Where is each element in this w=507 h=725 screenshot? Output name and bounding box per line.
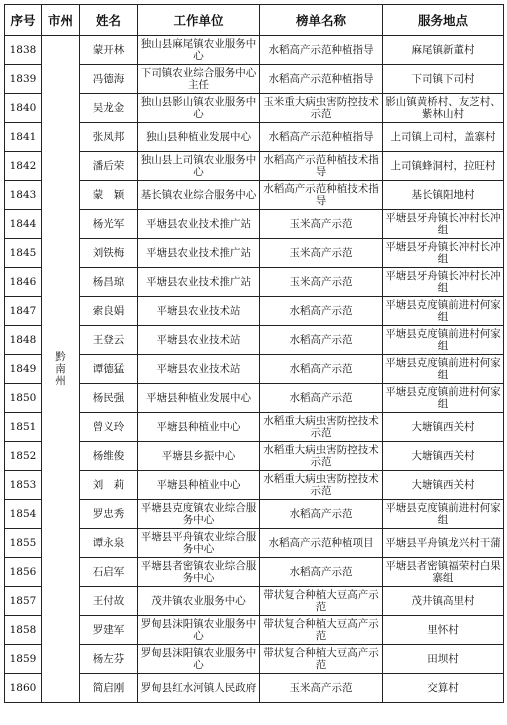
- header-service-location: 服务地点: [383, 5, 504, 36]
- table-header: [5, 5, 504, 36]
- table-row: [5, 442, 504, 471]
- cell-unit: 罗甸县沫阳镇农业服务中心: [138, 616, 260, 645]
- cell-place: 大塘镇西关村: [383, 471, 504, 500]
- cell-no: 1847: [5, 297, 42, 326]
- table-row: [5, 94, 504, 123]
- city-char: 州: [55, 375, 66, 387]
- cell-place: 大塘镇西关村: [383, 413, 504, 442]
- table-row: [5, 239, 504, 268]
- cell-place: 平塘县克度镇前进村何家组: [383, 297, 504, 326]
- cell-place: 大塘镇西关村: [383, 442, 504, 471]
- cell-list: 带状复合种植大豆高产示范: [260, 616, 383, 645]
- table-row: [5, 384, 504, 413]
- cell-unit: 平塘县农业技术推广站: [138, 239, 260, 268]
- table-row: [5, 558, 504, 587]
- table-row: [5, 326, 504, 355]
- cell-unit: 平塘县种植业中心: [138, 471, 260, 500]
- cell-list: 带状复合种植大豆高产示范: [260, 587, 383, 616]
- cell-no: 1842: [5, 152, 42, 181]
- cell-place: 上司镇上司村，盖寨村: [383, 123, 504, 152]
- cell-name: 石启军: [80, 558, 138, 587]
- cell-list: 水稻高产示范种植技术指导: [260, 152, 383, 181]
- cell-name: 蒙开林: [80, 36, 138, 65]
- table-row: [5, 616, 504, 645]
- cell-list: 水稻高产示范种植项目: [260, 529, 383, 558]
- cell-list: 水稻高产示范种植指导: [260, 36, 383, 65]
- cell-name: 谭永泉: [80, 529, 138, 558]
- cell-name: 索良娟: [80, 297, 138, 326]
- cell-list: 水稻高产示范: [260, 384, 383, 413]
- cell-place: 平塘县牙舟镇长冲村长冲组: [383, 239, 504, 268]
- cell-place: 影山镇黄桥村、友芝村、紫林山村: [383, 94, 504, 123]
- cell-list: 水稻高产示范: [260, 297, 383, 326]
- cell-unit: 平塘县乡振中心: [138, 442, 260, 471]
- cell-name: 简启刚: [80, 674, 138, 703]
- cell-no: 1857: [5, 587, 42, 616]
- cell-place: 平塘县平舟镇龙兴村干蒲: [383, 529, 504, 558]
- cell-place: 茂井镇高里村: [383, 587, 504, 616]
- cell-place: 基长镇阳地村: [383, 181, 504, 210]
- cell-place: 平塘县克度镇前进村何家组: [383, 326, 504, 355]
- city-char: 南: [55, 363, 66, 375]
- cell-unit: 茂井镇农业服务中心: [138, 587, 260, 616]
- table-row: [5, 152, 504, 181]
- cell-unit: 独山县种植业发展中心: [138, 123, 260, 152]
- cell-name: 刘铁梅: [80, 239, 138, 268]
- cell-no: 1859: [5, 645, 42, 674]
- cell-place: 平塘县者密镇福荣村白果寨组: [383, 558, 504, 587]
- header-list-name: 榜单名称: [260, 5, 383, 36]
- cell-place: 下司镇下司村: [383, 65, 504, 94]
- roster-table: [4, 4, 504, 703]
- cell-no: 1841: [5, 123, 42, 152]
- cell-list: 水稻高产示范: [260, 500, 383, 529]
- cell-no: 1854: [5, 500, 42, 529]
- cell-place: 上司镇蜂洞村，拉旺村: [383, 152, 504, 181]
- cell-unit: 平塘县者密镇农业综合服务中心: [138, 558, 260, 587]
- cell-no: 1850: [5, 384, 42, 413]
- cell-no: 1858: [5, 616, 42, 645]
- cell-place: 平塘县克度镇前进村何家组: [383, 500, 504, 529]
- table-row: [5, 413, 504, 442]
- table-row: [5, 210, 504, 239]
- cell-list: 水稻高产示范种植技术指导: [260, 181, 383, 210]
- table-row: [5, 36, 504, 65]
- cell-unit: 独山县麻尾镇农业服务中心: [138, 36, 260, 65]
- table-row: [5, 645, 504, 674]
- cell-unit: 平塘县农业技术推广站: [138, 268, 260, 297]
- cell-list: 玉米高产示范: [260, 210, 383, 239]
- cell-unit: 平塘县农业技术推广站: [138, 210, 260, 239]
- cell-unit: 罗甸县沫阳镇农业服务中心: [138, 645, 260, 674]
- cell-list: 玉米高产示范: [260, 674, 383, 703]
- cell-name: 王付故: [80, 587, 138, 616]
- table-row: [5, 268, 504, 297]
- cell-no: 1853: [5, 471, 42, 500]
- cell-name: 蒙 颖: [80, 181, 138, 210]
- cell-list: 水稻高产示范: [260, 326, 383, 355]
- header-city: 市州: [42, 5, 80, 36]
- header-row: [5, 5, 504, 36]
- table-row: [5, 500, 504, 529]
- cell-no: 1849: [5, 355, 42, 384]
- cell-no: 1839: [5, 65, 42, 94]
- cell-place: 平塘县克度镇前进村何家组: [383, 384, 504, 413]
- cell-no: 1845: [5, 239, 42, 268]
- header-number: 序号: [5, 5, 42, 36]
- cell-no: 1846: [5, 268, 42, 297]
- cell-place: 平塘县克度镇前进村何家组: [383, 355, 504, 384]
- table-row: [5, 529, 504, 558]
- cell-no: 1840: [5, 94, 42, 123]
- cell-unit: 平塘县平舟镇农业综合服务中心: [138, 529, 260, 558]
- cell-no: 1855: [5, 529, 42, 558]
- table-row: [5, 674, 504, 703]
- cell-name: 杨民强: [80, 384, 138, 413]
- cell-unit: 平塘县农业技术站: [138, 355, 260, 384]
- cell-no: 1851: [5, 413, 42, 442]
- table-row: [5, 587, 504, 616]
- cell-name: 王登云: [80, 326, 138, 355]
- cell-name: 杨昌琼: [80, 268, 138, 297]
- header-name: 姓名: [80, 5, 138, 36]
- cell-unit: 独山县影山镇农业服务中心: [138, 94, 260, 123]
- cell-name: 曾义玲: [80, 413, 138, 442]
- cell-place: 田坝村: [383, 645, 504, 674]
- cell-list: 带状复合种植大豆高产示范: [260, 645, 383, 674]
- cell-name: 罗忠秀: [80, 500, 138, 529]
- cell-unit: 基长镇农业综合服务中心: [138, 181, 260, 210]
- cell-unit: 平塘县克度镇农业综合服务中心: [138, 500, 260, 529]
- cell-list: 玉米高产示范: [260, 268, 383, 297]
- cell-unit: 独山县上司镇农业服务中心: [138, 152, 260, 181]
- cell-name: 杨维俊: [80, 442, 138, 471]
- cell-name: 罗建军: [80, 616, 138, 645]
- header-work-unit: 工作单位: [138, 5, 260, 36]
- cell-list: 水稻高产示范: [260, 355, 383, 384]
- cell-no: 1856: [5, 558, 42, 587]
- cell-place: 交算村: [383, 674, 504, 703]
- table-row: [5, 297, 504, 326]
- cell-no: 1852: [5, 442, 42, 471]
- table-row: [5, 355, 504, 384]
- city-char: 黔: [55, 351, 66, 363]
- cell-name: 吴龙金: [80, 94, 138, 123]
- cell-list: 玉米重大病虫害防控技术示范: [260, 94, 383, 123]
- cell-unit: 平塘县农业技术站: [138, 326, 260, 355]
- cell-no: 1843: [5, 181, 42, 210]
- cell-no: 1860: [5, 674, 42, 703]
- cell-name: 谭德猛: [80, 355, 138, 384]
- cell-no: 1844: [5, 210, 42, 239]
- cell-name: 潘后荣: [80, 152, 138, 181]
- cell-unit: 平塘县种植业发展中心: [138, 384, 260, 413]
- cell-unit: 下司镇农业综合服务中心主任: [138, 65, 260, 94]
- cell-place: 平塘县牙舟镇长冲村长冲组: [383, 268, 504, 297]
- cell-place: 里怀村: [383, 616, 504, 645]
- cell-name: 刘 莉: [80, 471, 138, 500]
- table-row: [5, 65, 504, 94]
- cell-unit: 平塘县农业技术站: [138, 297, 260, 326]
- cell-name: 张凤邦: [80, 123, 138, 152]
- cell-name: 杨光军: [80, 210, 138, 239]
- table-row: [5, 471, 504, 500]
- cell-name: 杨左芬: [80, 645, 138, 674]
- cell-place: 麻尾镇新董村: [383, 36, 504, 65]
- cell-list: 水稻高产示范种植指导: [260, 123, 383, 152]
- cell-no: 1848: [5, 326, 42, 355]
- cell-place: 平塘县牙舟镇长冲村长冲组: [383, 210, 504, 239]
- table-row: [5, 181, 504, 210]
- cell-name: 冯德海: [80, 65, 138, 94]
- cell-list: 水稻高产示范种植指导: [260, 65, 383, 94]
- cell-no: 1838: [5, 36, 42, 65]
- cell-list: 水稻重大病虫害防控技术示范: [260, 442, 383, 471]
- cell-unit: 罗甸县红水河镇人民政府: [138, 674, 260, 703]
- cell-city: [42, 36, 80, 703]
- table-body: [5, 36, 504, 703]
- cell-list: 水稻高产示范: [260, 558, 383, 587]
- cell-unit: 平塘县种植业中心: [138, 413, 260, 442]
- table-row: [5, 123, 504, 152]
- cell-list: 水稻重大病虫害防控技术示范: [260, 413, 383, 442]
- cell-list: 玉米高产示范: [260, 239, 383, 268]
- cell-list: 水稻重大病虫害防控技术示范: [260, 471, 383, 500]
